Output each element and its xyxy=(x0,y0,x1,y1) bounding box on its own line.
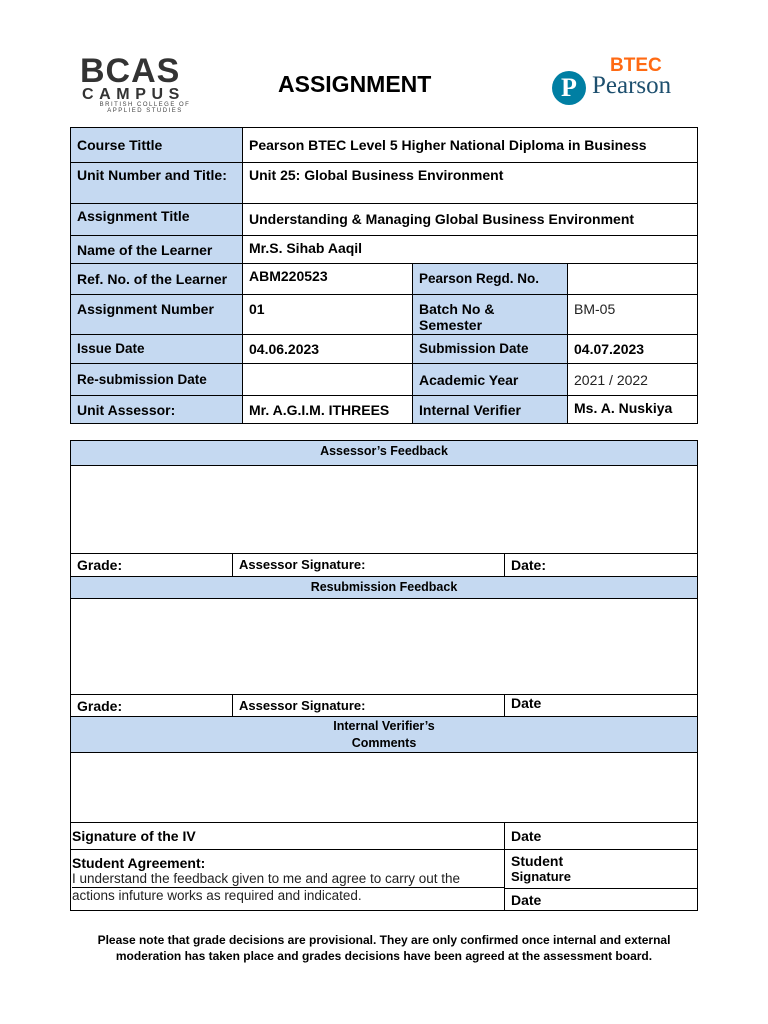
resubmission-date-label: Re-submission Date xyxy=(71,364,243,396)
date-label: Date: xyxy=(505,554,698,577)
unit-assessor-label: Unit Assessor: xyxy=(71,396,243,424)
issue-date-label: Issue Date xyxy=(71,335,243,364)
academic-year-label: Academic Year xyxy=(413,364,568,396)
pearson-p-icon: P xyxy=(552,71,586,105)
course-title-value: Pearson BTEC Level 5 Higher National Diploma in Business xyxy=(243,128,698,163)
iv-signature-label: Signature of the IV xyxy=(71,823,505,850)
iv-comments-box[interactable] xyxy=(71,753,698,823)
student-date-label: Date xyxy=(505,889,698,911)
student-signature-line2: Signature xyxy=(511,869,571,884)
assignment-number-value: 01 xyxy=(243,295,413,335)
assessor-feedback-box[interactable] xyxy=(71,466,698,554)
assignment-title-label: Assignment Title xyxy=(71,204,243,236)
assessor-signature-label: Assessor Signature: xyxy=(233,554,505,577)
assessor-feedback-header: Assessor’s Feedback xyxy=(71,441,698,466)
feedback-table xyxy=(70,440,698,911)
btec-logo-text: BTEC xyxy=(610,55,662,76)
learner-name-value: Mr.S. Sihab Aaqil xyxy=(243,236,698,264)
batch-label: Batch No & Semester xyxy=(413,295,568,335)
unit-label: Unit Number and Title: xyxy=(71,163,243,204)
student-signature-line1: Student xyxy=(511,853,564,869)
assignment-info-table xyxy=(70,127,698,424)
student-signature-label xyxy=(505,850,698,889)
batch-value: BM-05 xyxy=(568,295,698,335)
resubmission-grade-label: Grade: xyxy=(71,695,233,717)
iv-date-label: Date xyxy=(505,823,698,850)
student-agreement-cell xyxy=(71,850,505,911)
internal-verifier-label: Internal Verifier xyxy=(413,396,568,424)
pearson-regd-value xyxy=(568,264,698,295)
bcas-campus-logo xyxy=(80,52,212,114)
course-title-label: Course Tittle xyxy=(71,128,243,163)
resubmission-feedback-header: Resubmission Feedback xyxy=(71,577,698,599)
resubmission-feedback-box[interactable] xyxy=(71,599,698,695)
unit-value: Unit 25: Global Business Environment xyxy=(243,163,698,204)
agreement-text-line1: I understand the feedback given to me and agree to carry out the xyxy=(72,871,460,886)
assignment-title-value: Understanding & Managing Global Business Environment xyxy=(243,204,698,236)
issue-date-value: 04.06.2023 xyxy=(243,335,413,364)
bcas-logo-text: BCAS xyxy=(80,52,181,90)
internal-verifier-value: Ms. A. Nuskiya xyxy=(568,396,698,424)
student-agreement-label: Student Agreement: xyxy=(72,855,206,871)
unit-assessor-value: Mr. A.G.I.M. ITHREES xyxy=(243,396,413,424)
agreement-text-line2: actions infuture works as required and indicated. xyxy=(72,887,505,904)
pearson-btec-logo xyxy=(552,54,682,110)
pearson-regd-label: Pearson Regd. No. xyxy=(413,264,568,295)
academic-year-value: 2021 / 2022 xyxy=(568,364,698,396)
note-line2: moderation has taken place and grades decisions have been agreed at the assessment board. xyxy=(115,949,653,963)
submission-date-label: Submission Date xyxy=(413,335,568,364)
grade-label: Grade: xyxy=(71,554,233,577)
campus-logo-text: CAMPUS xyxy=(82,86,185,103)
assignment-number-label: Assignment Number xyxy=(71,295,243,335)
iv-comments-header xyxy=(71,717,698,753)
resubmission-date-value xyxy=(243,364,413,396)
resubmission-assessor-signature-label: Assessor Signature: xyxy=(233,695,505,717)
learner-name-label: Name of the Learner xyxy=(71,236,243,264)
ref-label: Ref. No. of the Learner xyxy=(71,264,243,295)
submission-date-value: 04.07.2023 xyxy=(568,335,698,364)
resubmission-date-label: Date xyxy=(505,695,698,717)
ref-value: ABM220523 xyxy=(243,264,413,295)
note-line1: Please note that grade decisions are provisional. They are only confirmed once internal and external xyxy=(97,933,671,947)
provisional-grade-note xyxy=(60,932,708,964)
page-title: ASSIGNMENT xyxy=(278,71,432,97)
college-logo-subtext: BRITISH COLLEGE OF APPLIED STUDIES xyxy=(99,102,191,114)
iv-comments-line1: Internal Verifier’s xyxy=(333,719,435,733)
iv-comments-line2: Comments xyxy=(351,736,417,750)
pearson-logo-text: Pearson xyxy=(592,72,672,99)
